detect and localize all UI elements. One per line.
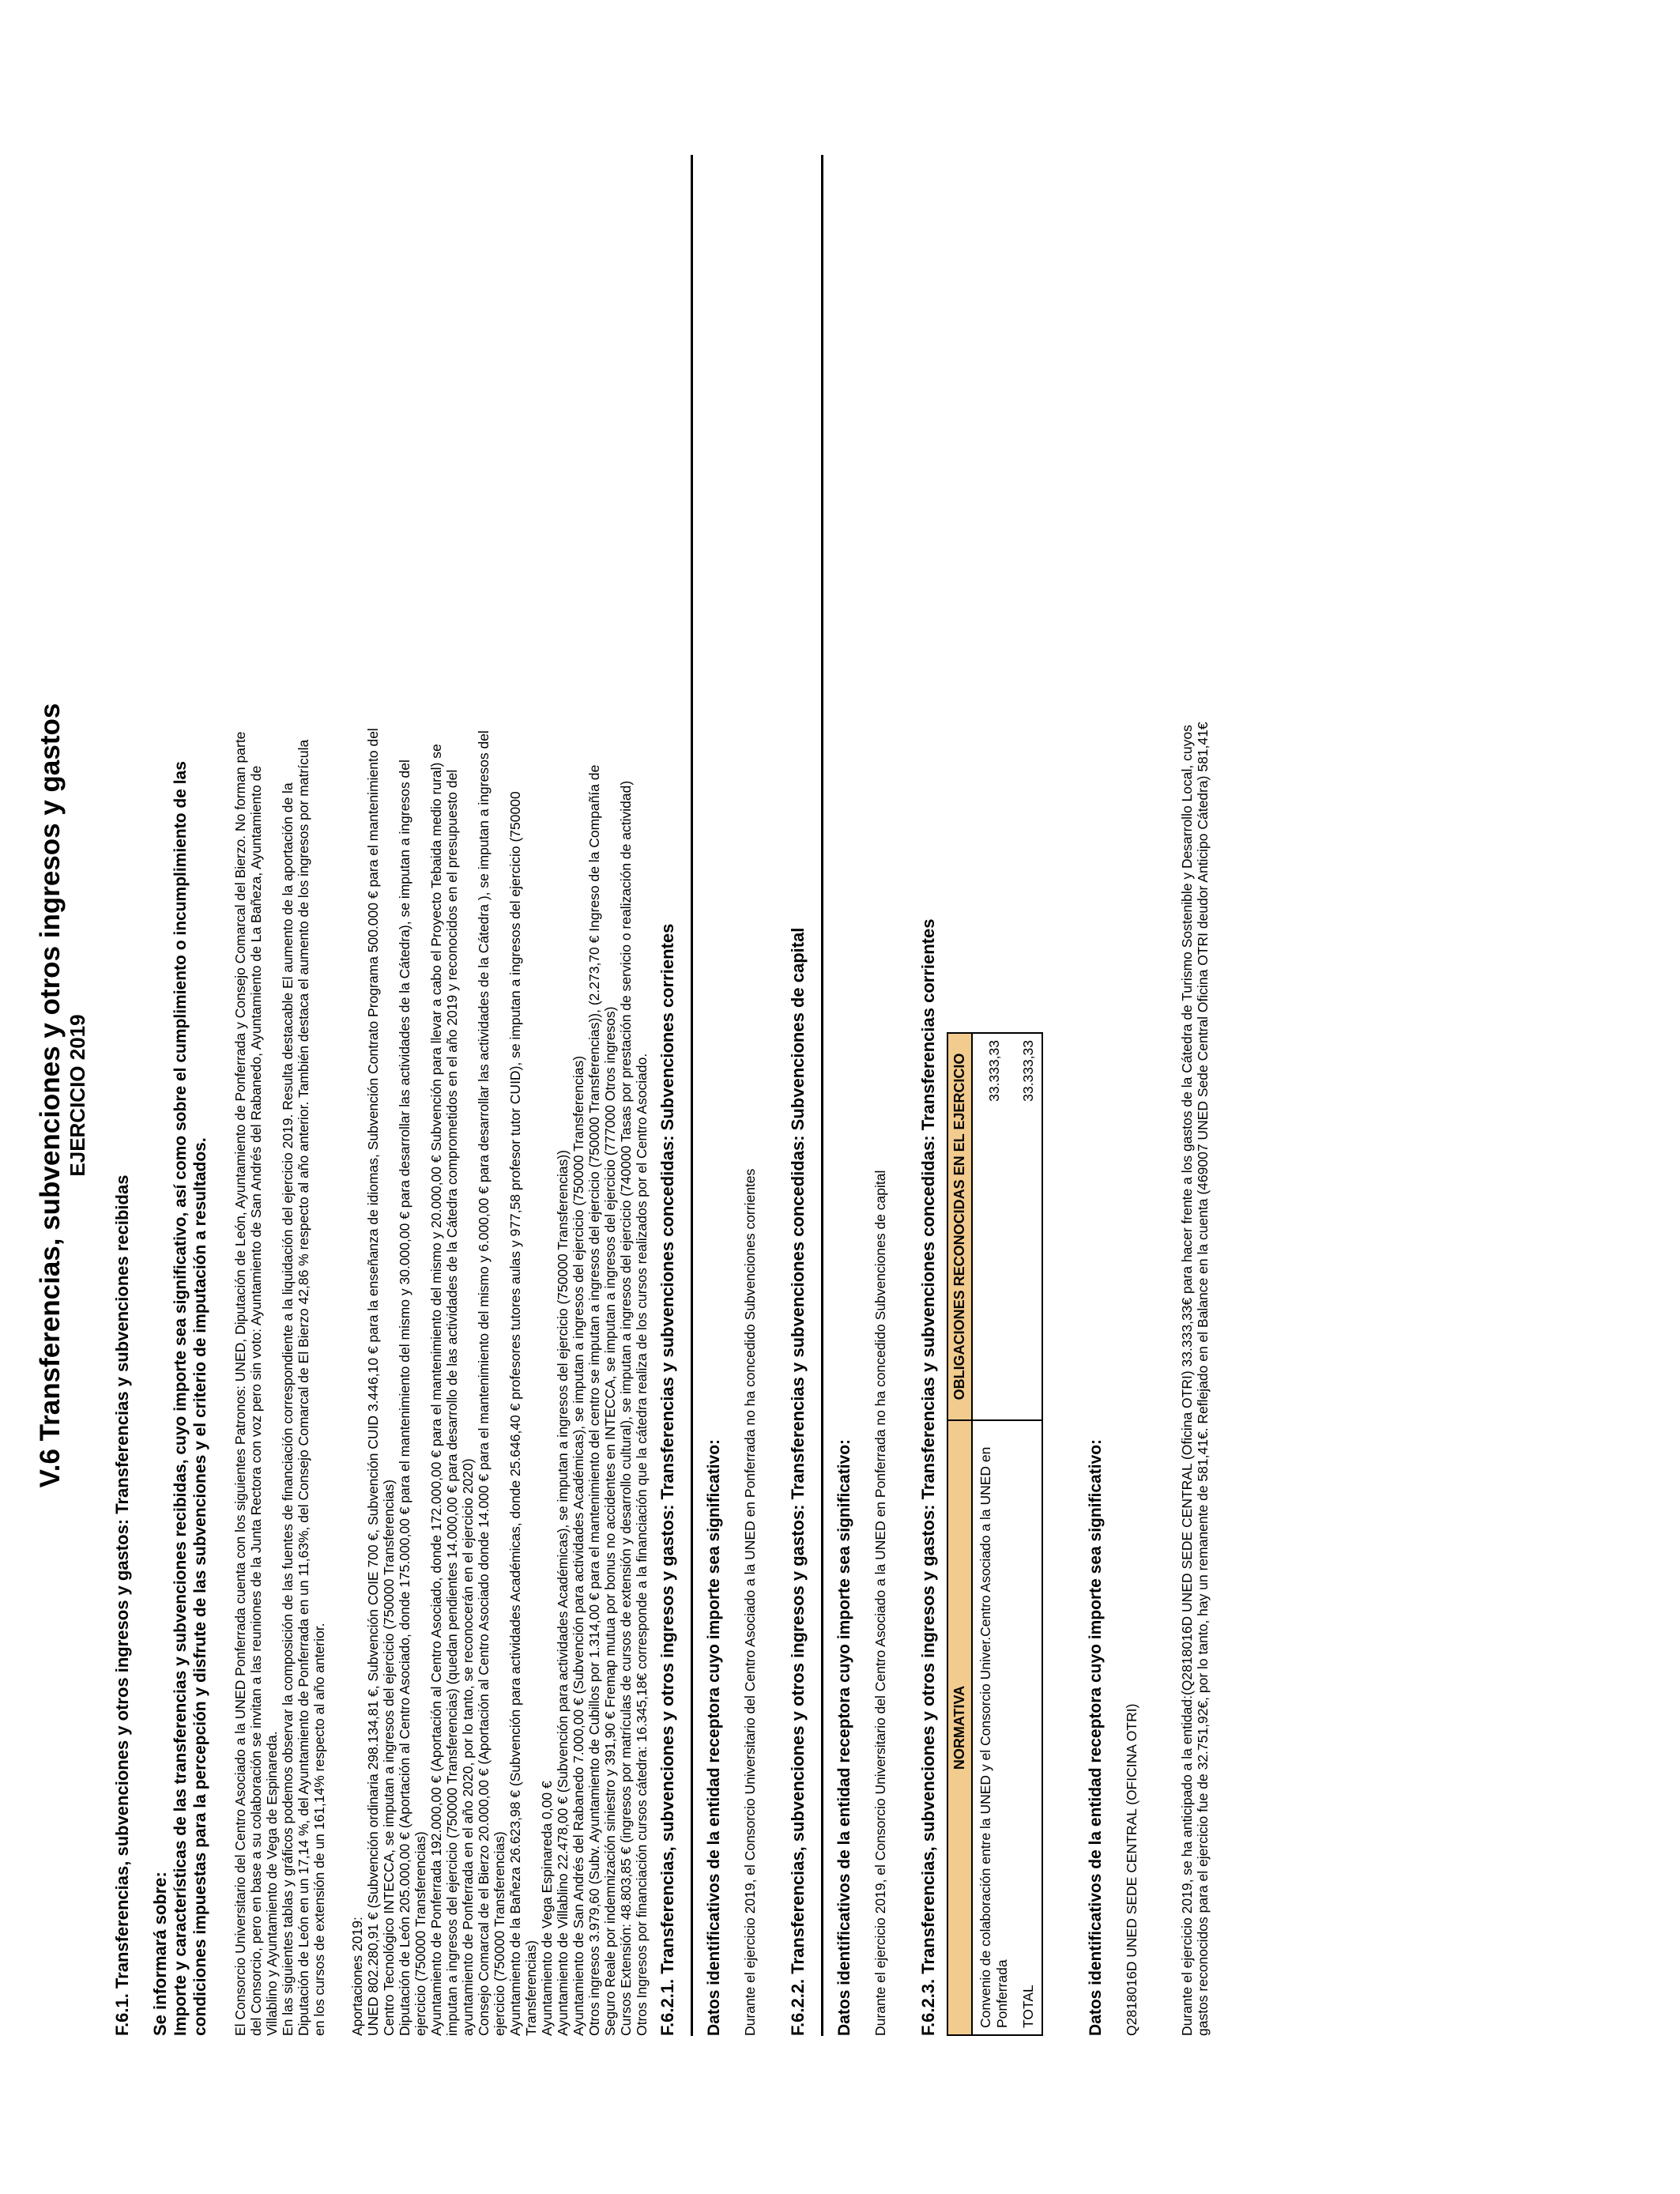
text-line: Ayuntamiento de Ponferrada 192.000,00 € (Aportación al Centro Asociado, donde 172.000,00 € para el mantenimiento del mismo y 20.000,00 € Subvención para llevar a cabo el Proyecto Tebaida medio rural) se <box>428 744 444 2036</box>
column-header-normativa: NORMATIVA <box>947 1420 972 2035</box>
cell-total-label: TOTAL <box>1015 1420 1042 2035</box>
cell-total-importe: 33.333,33 <box>1015 1033 1042 1420</box>
text-line: ejercicio (750000 Transferencias) <box>412 1831 428 2036</box>
text-line: UNED 802.280,91 € (Subvención ordinaria 298.134,81 €, Subvención COIE 700 €, Subvención CUID 3.446,10 € para la enseñanza de idiomas, Subvención Contrato Programa 500.000 € para el mantenimiento del <box>365 728 381 2036</box>
text-line: Seguro Reale por indemnización siniestro y 391,90 € Fremap mutua por bonus no accidentes en INTECCA, se imputan a ingresos del ejercicio (777000 Otros ingresos) <box>602 1006 618 2036</box>
cell-normativa: Convenio de colaboración entre la UNED y el Consorcio Univer.Centro Asociado a la UNED en Ponferrada <box>972 1420 1015 2035</box>
text-line: Centro Tecnológico INTECCA, se imputan a ingresos del ejercicio (750000 Transferencias) <box>381 1480 397 2036</box>
text-line: Diputación de León en un 17,14 %, del Ayuntamiento de Ponferrada en un 11,63%, del Consejo Comarcal de El Bierzo 42,86 % respecto al año anterior. También destaca el aumento de los ingresos por matrícula <box>296 739 311 2036</box>
text-line: Transferencias) <box>523 1940 539 2036</box>
text-line: Aportaciones 2019: <box>349 1917 365 2036</box>
cell-importe: 33.333,33 <box>972 1033 1015 1420</box>
f621-text: Durante el ejercicio 2019, el Consorcio Universitario del Centro Asociado a la UNED en Ponferrada no ha concedido Subvenciones corrientes <box>742 1168 758 2036</box>
text-line: Otros ingresos 3.979,60 (Subv. Ayuntamiento de Cubillos por 1.314,00 € para el mantenimiento del centro se imputan a ingresos del ejercicio (750000 Transferencias)), (2.273,70 € Ingreso de la Compañía de <box>586 764 602 2036</box>
transferencias-table <box>947 1032 1043 2036</box>
section-f623-heading: F.6.2.3. Transferencias, subvenciones y otros ingresos y gastos: Transferencias y subvenciones concedidas: Transferencias corrientes <box>918 918 938 2036</box>
text-line: Ayuntamiento de Villablino 22.478,00 € (Subvención para actividades Académicas), se imputan a ingresos del ejercicio (750000 Transferencias)) <box>555 1150 571 2036</box>
f623-entity: Q2818016D UNED SEDE CENTRAL (OFICINA OTRI) <box>1124 1703 1139 2036</box>
text-line: imputan a ingresos del ejercicio (750000 Transferencias) (quedan pendientes 14.000,00 € para desarrollo de las actividades de la Cátedra comprometidos en el año 2019 y reconocidos en el presupuesto del <box>444 769 460 2036</box>
table-row <box>972 1033 1015 2035</box>
text-line: Durante el ejercicio 2019, se ha anticipado a la entidad:(Q2818016D UNED SEDE CENTRAL (Oficina OTRI) 33.333,33€ para hacer frente a los gastos de la Cátedra de Turismo Sostenible y Desarrollo Local, cuyos <box>1179 725 1195 2036</box>
page-subtitle: EJERCICIO 2019 <box>66 1014 89 1177</box>
informara-label: Se informará sobre: <box>150 1872 170 2036</box>
importe-line-2: condiciones impuestas para la percepción y disfrute de las subvenciones y el criterio de imputación a resultados. <box>191 1137 209 2036</box>
text-line: ejercicio (750000 Transferencias) <box>492 1831 507 2036</box>
f621-datos-heading: Datos identificativos de la entidad receptora cuyo importe sea significativo: <box>705 1438 723 2036</box>
importe-line-1: Importe y características de las transferencias y subvenciones recibidas, cuyo importe sea significativo, así como sobre el cumplimiento o incumplimiento de las <box>171 761 190 2036</box>
text-line: gastos reconocidos para el ejercicio fue de 32.751,92€, por lo tanto, hay un remanente de 581,41€. Reflejado en el Balance en la cuenta (469007 UNED Sede Central Oficina OTRI deudor Anticipo Cátedra) 581,41€ <box>1195 722 1211 2036</box>
text-line: en los cursos de extensión de un 161,14% respecto al año anterior. <box>311 1623 327 2036</box>
paragraph-aportaciones <box>349 155 650 2036</box>
section-divider <box>691 155 693 2036</box>
text-line: Diputación de León 205.000,00 € (Aportación al Centro Asociado, donde 175.000,00 € para el mantenimiento del mismo y 30.000,00 € para desarrollar las actividades de la Cátedra), se imputan a ingresos del <box>397 760 412 2036</box>
text-line: Consejo Comarcal de el Bierzo 20.000,00 € (Aportación al Centro Asociado donde 14.000 € para el mantenimiento del mismo y 6.000,00 € para desarrollar las actividades de la Cátedra ), se imputan a ingresos del <box>476 730 492 2036</box>
table-row-total <box>1015 1033 1042 2035</box>
text-line: En las siguientes tablas y gráficos podemos observar la composición de las fuentes de financiación correspondiente a la liquidación del ejercicio 2019. Resulta destacable El aumento de la aportación de la <box>280 782 296 2036</box>
text-line: Villablino y Ayuntamiento de Vega de Espinareda. <box>264 1731 280 2036</box>
f622-text: Durante el ejercicio 2019, el Consorcio Universitario del Centro Asociado a la UNED en Ponferrada no ha concedido Subvenciones de capital <box>872 1170 888 2036</box>
page-title: V.6 Transferencias, subvenciones y otros ingresos y gastos <box>35 703 66 1488</box>
text-line: ayuntamiento de Ponferrada en el año 2020, por lo tanto, se reconocerán en el ejercicio 2020) <box>460 1458 476 2036</box>
section-divider <box>821 155 823 2036</box>
text-line: Otros Ingresos por financiación cursos cátedra: 16.345,18€ corresponde a la financiación que la cátedra realiza de los cursos realizados por el Centro Asociado. <box>634 1053 650 2036</box>
text-line: El Consorcio Universitario del Centro Asociado a la UNED Ponferrada cuenta con los siguientes Patronos: UNED, Diputación de León, Ayuntamiento de Ponferrada y Consejo Comarcal del Bierzo. No forman parte <box>232 731 248 2036</box>
table-header-row <box>947 1033 972 2035</box>
text-line: Ayuntamiento de Vega Espinareda 0,00 € <box>539 1781 555 2036</box>
column-header-obligaciones: OBLIGACIONES RECONOCIDAS EN EL EJERCICIO <box>947 1033 972 1420</box>
section-f622-heading: F.6.2.2. Transferencias, subvenciones y otros ingresos y gastos: Transferencias y subvenciones concedidas: Subvenciones de capital <box>788 927 808 2036</box>
f623-datos-heading: Datos identificativos de la entidad receptora cuyo importe sea significativo: <box>1087 1438 1105 2036</box>
text-line: del Consorcio, pero en base a su colaboración se invitan a las reuniones de la Junta Rectora con voz pero sin voto: Ayuntamiento de San Andrés del Rabanedo, Ayuntamiento de La Bañeza, Ayuntamiento de <box>248 765 264 2036</box>
text-line: Cursos Extensión: 48.803,85 € (ingresos por matrículas de cursos de extensión y desarrollo cultural), se imputan a ingresos del ejercicio (740000 Tasas por prestación de servicio o realización de actividad) <box>618 780 634 2036</box>
section-f61-heading: F.6.1. Transferencias, subvenciones y otros ingresos y gastos: Transferencias y subvenciones recibidas <box>112 1174 132 2036</box>
f622-datos-heading: Datos identificativos de la entidad receptora cuyo importe sea significativo: <box>835 1438 853 2036</box>
text-line: Ayuntamiento de San Andrés del Rabanedo 7.000,00 € (Subvención para actividades Académicas), se imputan a ingresos del ejercicio (750000 Transferencias) <box>571 1055 586 2036</box>
section-f621-heading: F.6.2.1. Transferencias, subvenciones y otros ingresos y gastos: Transferencias y subvenciones concedidas: Subvenciones corrientes <box>657 923 677 2036</box>
text-line: Ayuntamiento de la Bañeza 26.623,98 € (Subvención para actividades Académicas, donde 25.646,40 € profesores tutores aulas y 977,58 profesor tutor CUID), se imputan a ingresos del ejercicio (750000 <box>507 791 523 2036</box>
document-content <box>35 155 1211 2036</box>
paragraph-patronos <box>232 155 327 2036</box>
